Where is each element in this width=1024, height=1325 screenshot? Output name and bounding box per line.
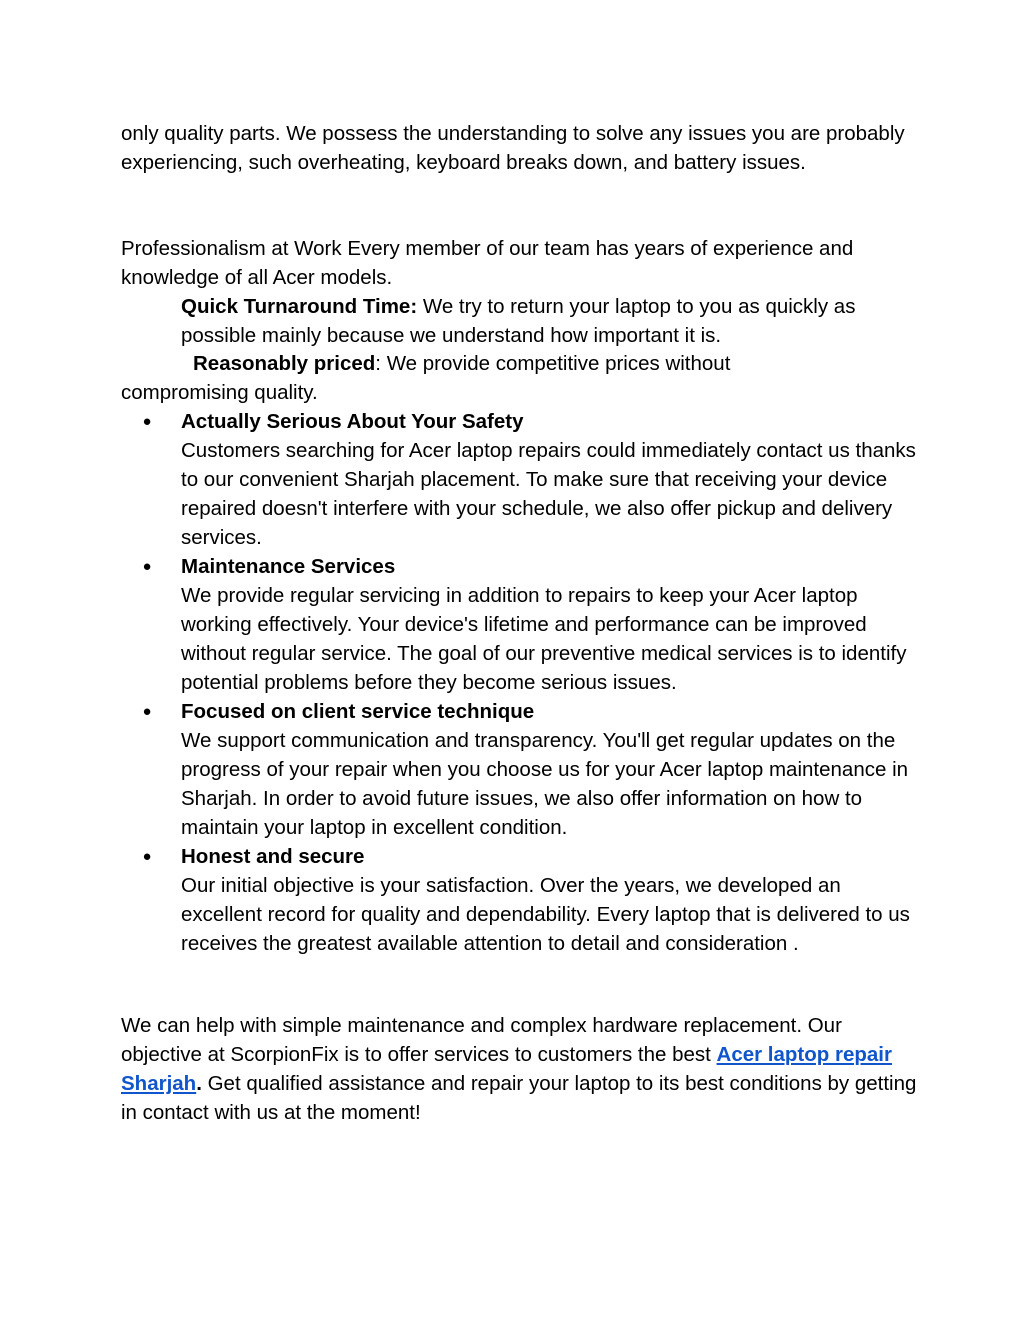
list-item	[0, 842, 921, 958]
bullet-icon: ●	[142, 703, 152, 720]
priced-paragraph	[121, 349, 921, 407]
list-item-body: We provide regular servicing in addition to repairs to keep your Acer laptop working effectively. Your device's lifetime and performance can be improved without regular service. The goal of our preventive medical services is to identify potential problems before they become serious issues.	[181, 584, 907, 694]
closing-paragraph	[121, 1011, 921, 1127]
turnaround-body: We try to return your laptop to you as quickly as possible mainly because we understand how important it is.	[181, 295, 856, 347]
list-item-title: Honest and secure	[181, 845, 365, 868]
list-item	[0, 697, 921, 842]
closing-text-before: We can help with simple maintenance and complex hardware replacement. Our objective at ScorpionFix is to offer services to customers the best	[121, 1014, 842, 1066]
bullet-icon: ●	[142, 413, 152, 430]
list-item-body: Our initial objective is your satisfaction. Over the years, we developed an excellent record for quality and dependability. Every laptop that is delivered to us receives the greatest available attention to detail and consideration .	[181, 874, 910, 955]
list-item	[0, 552, 921, 697]
acer-laptop-repair-link[interactable]: Acer laptop repair Sharjah	[121, 1043, 892, 1095]
turnaround-title: Quick Turnaround Time:	[181, 295, 418, 318]
list-item-body: We support communication and transparency. You'll get regular updates on the progress of your repair when you choose us for your Acer laptop maintenance in Sharjah. In order to avoid future issues, we also offer information on how to maintain your laptop in excellent condition.	[181, 729, 909, 839]
priced-first-line	[121, 349, 921, 378]
list-item-title: Actually Serious About Your Safety	[181, 410, 524, 433]
professionalism-paragraph: Professionalism at Work Every member of our team has years of experience and knowledge of all Acer models.	[121, 237, 854, 289]
list-item	[0, 407, 921, 552]
priced-body-line2: compromising quality.	[121, 381, 318, 404]
bullet-icon: ●	[142, 848, 152, 865]
turnaround-paragraph	[181, 292, 921, 350]
feature-list	[0, 407, 1024, 958]
list-item-body: Customers searching for Acer laptop repairs could immediately contact us thanks to our convenient Sharjah placement. To make sure that receiving your device repaired doesn't interfere with your schedule, we also offer pickup and delivery services.	[181, 439, 916, 549]
priced-title: Reasonably priced	[193, 352, 376, 375]
list-item-title: Focused on client service technique	[181, 700, 535, 723]
closing-text-after: Get qualified assistance and repair your laptop to its best conditions by getting in contact with us at the moment!	[121, 1072, 917, 1124]
intro-paragraph: only quality parts. We possess the understanding to solve any issues you are probably experiencing, such overheating, keyboard breaks down, and battery issues.	[121, 122, 905, 174]
priced-body-line1: : We provide competitive prices without	[375, 352, 731, 375]
list-item-title: Maintenance Services	[181, 555, 396, 578]
bullet-icon: ●	[142, 558, 152, 575]
closing-period: .	[196, 1072, 202, 1095]
